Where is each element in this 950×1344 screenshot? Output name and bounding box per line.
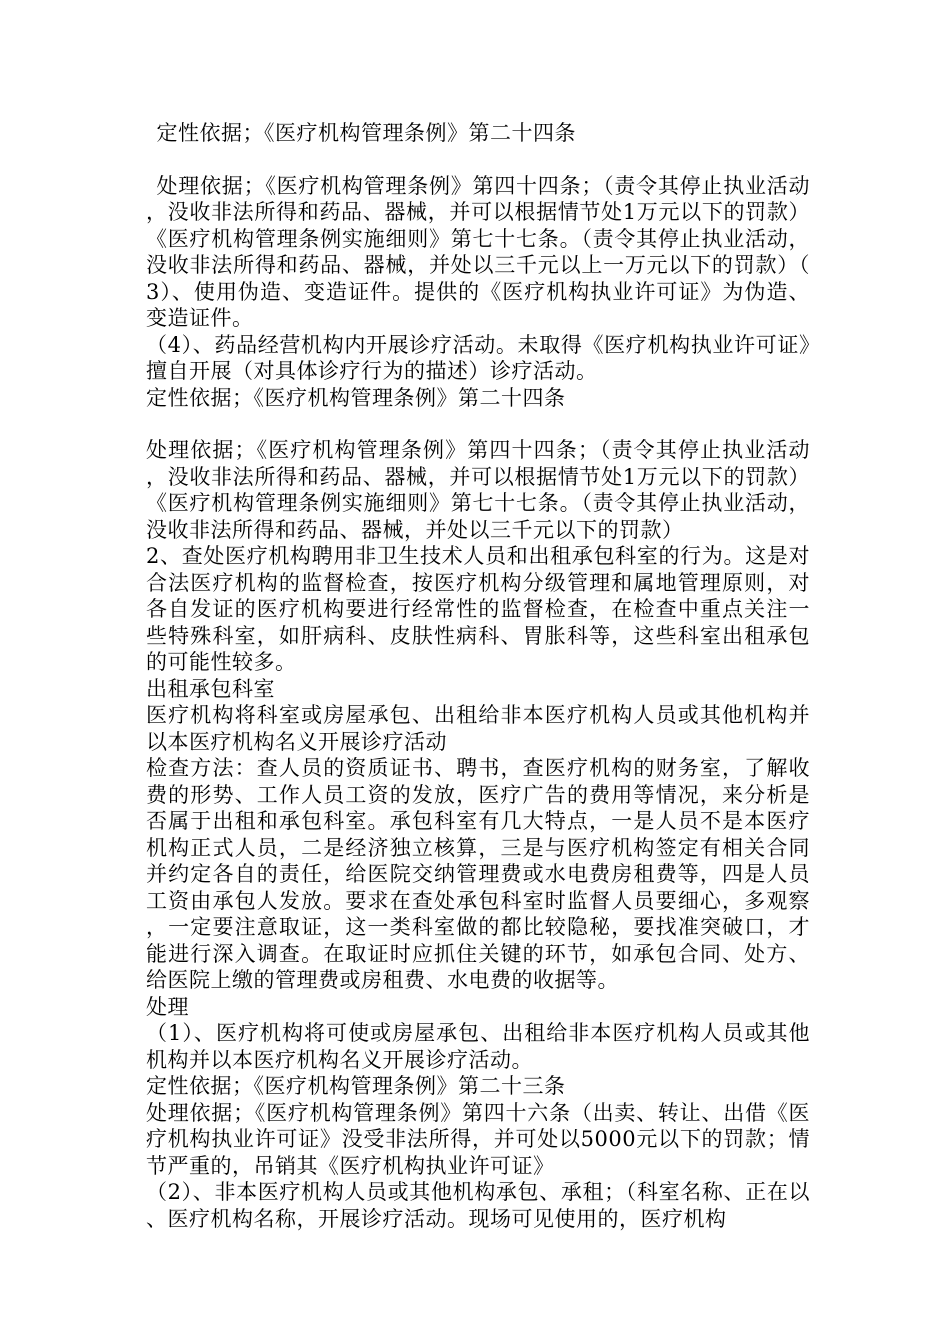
blank-line	[146, 411, 810, 437]
blank-line	[146, 147, 810, 173]
paragraph-handling-basis-1: 处理依据；《医疗机构管理条例》第四十四条；（责令其停止执业活动，没收非法所得和药品、器械，并可以根据情节处1万元以下的罚款）《医疗机构管理条例实施细则》第七十七条。（责令其停止执业活动，没收非法所得和药品、器械，并处以三千元以上一万元以下的罚款）（3）、使用伪造、变造证件。提供的《医疗机构执业许可证》为伪造、变造证件。	[146, 173, 810, 330]
paragraph-handling-basis-2: 处理依据；《医疗机构管理条例》第四十四条；（责令其停止执业活动，没收非法所得和药品、器械，并可以根据情节处1万元以下的罚款）《医疗机构管理条例实施细则》第七十七条。（责令其停止执业活动，没收非法所得和药品、器械，并处以三千元以下的罚款）	[146, 438, 810, 542]
paragraph-inspection-method: 检查方法：查人员的资质证书、聘书，查医疗机构的财务室，了解收费的形势、工作人员工资的发放，医疗广告的费用等情况，来分析是否属于出租和承包科室。承包科室有几大特点，一是人员不是本医疗机构正式人员，二是经济独立核算，三是与医疗机构签定有相关合同并约定各自的责任，给医院交纳管理费或水电费房租费等，四是人员工资由承包人发放。要求在查处承包科室时监督人员要细心，多观察，一定要注意取证，这一类科室做的都比较隐秘，要找准突破口，才能进行深入调查。在取证时应抓住关键的环节，如承包合同、处方、给医院上缴的管理费或房租费、水电费的收据等。	[146, 756, 810, 992]
paragraph-section-2: 2、查处医疗机构聘用非卫生技术人员和出租承包科室的行为。这是对合法医疗机构的监督检查，按医疗机构分级管理和属地管理原则，对各自发证的医疗机构要进行经常性的监督检查，在检查中重点关注一些特殊科室，如肝病科、皮肤性病科、胃胀科等，这些科室出租承包的可能性较多。	[146, 544, 810, 674]
paragraph-handling-basis-3: 处理依据；《医疗机构管理条例》第四十六条（出卖、转让、出借《医疗机构执业许可证》没受非法所得，并可处以5000元以下的罚款；情节严重的，吊销其《医疗机构执业许可证》	[146, 1100, 810, 1178]
paragraph-item-4: （4）、药品经营机构内开展诊疗活动。未取得《医疗机构执业许可证》擅自开展（对具体诊疗行为的描述）诊疗活动。	[146, 332, 810, 383]
document-body	[146, 120, 810, 1232]
paragraph-item-1: （1）、医疗机构将可使或房屋承包、出租给非本医疗机构人员或其他机构并以本医疗机构名义开展诊疗活动。	[146, 1021, 810, 1072]
paragraph-heading-handling: 处理	[146, 994, 189, 1019]
paragraph-qualitative-basis-1: 定性依据；《医疗机构管理条例》第二十四条	[156, 121, 576, 145]
paragraph-heading-rental: 出租承包科室	[146, 676, 275, 701]
paragraph-qualitative-basis-3: 定性依据；《医疗机构管理条例》第二十三条	[146, 1074, 566, 1098]
paragraph-rental-definition: 医疗机构将科室或房屋承包、出租给非本医疗机构人员或其他机构并以本医疗机构名义开展诊疗活动	[146, 703, 810, 754]
paragraph-qualitative-basis-2: 定性依据；《医疗机构管理条例》第二十四条	[146, 385, 566, 410]
paragraph-item-2: （2）、非本医疗机构人员或其他机构承包、承租；（科室名称、正在以、医疗机构名称，开展诊疗活动。现场可见使用的，医疗机构	[146, 1180, 810, 1231]
